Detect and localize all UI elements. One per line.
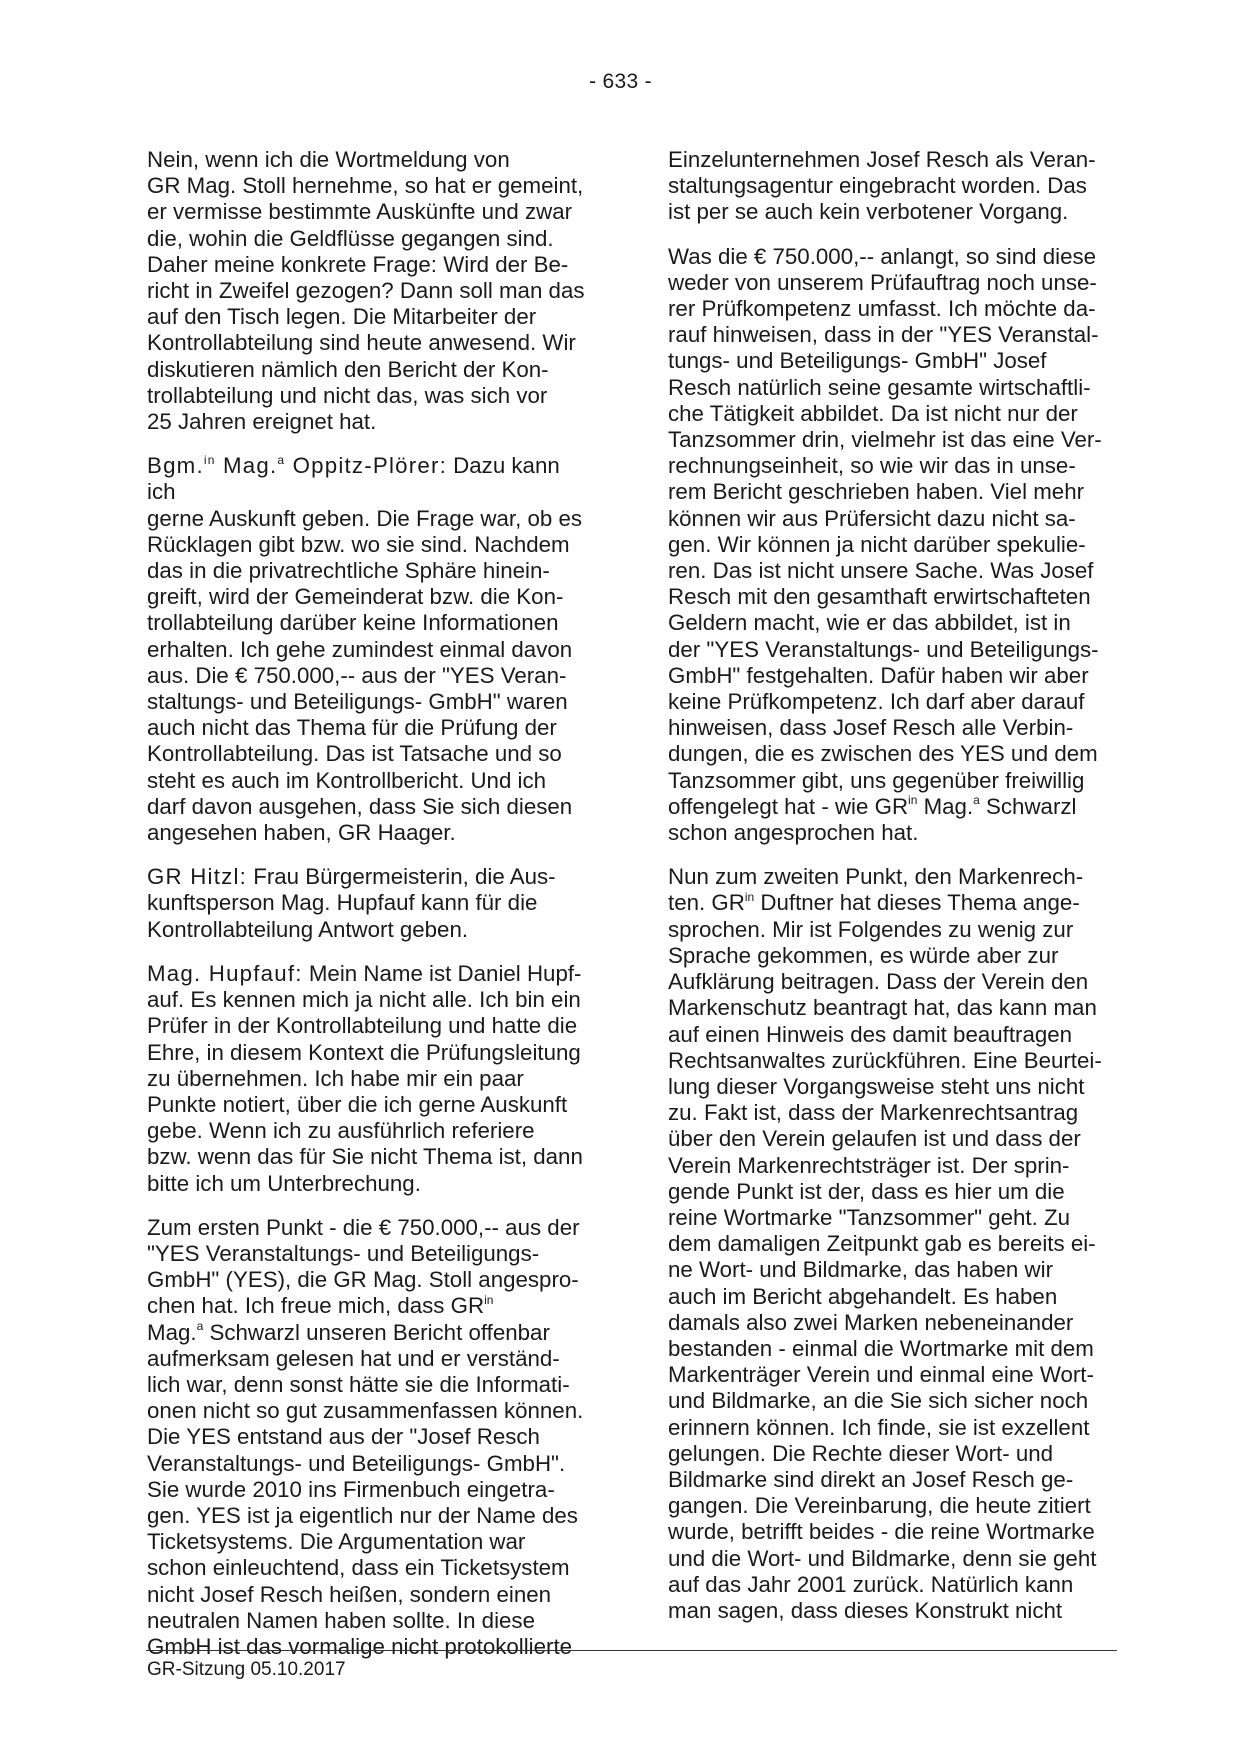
footer-session-date: GR-Sitzung 05.10.2017 bbox=[147, 1659, 346, 1680]
page-number: - 633 - bbox=[589, 70, 652, 93]
paragraph-4: Mag. Hupfauf: Mein Name ist Daniel Hupf- auf. Es kennen mich ja nicht alle. Ich bin ein Prüfer in der Kontrollabteilung und hatte die Ehre, in diesem Kontext die Prüfungsleitung zu übernehmen. Ich habe mir ein paar Punkte notiert, über die ich gerne Auskunft gebe. Wenn ich zu ausführlich referiere bzw. wenn das für Sie nicht Thema ist, dann bitte ich um Unterbrechung. bbox=[147, 960, 583, 1196]
speaker-name: Mag. Hupfauf: bbox=[147, 960, 303, 986]
paragraph-2: Bgm.$^{in}$ Mag.$^a$ Oppitz-Plörer: Dazu kann ich gerne Auskunft geben. Die Frage war, ob es Rücklagen gibt bzw. wo sie sind. Nachdem das in die privatrechtliche Sphäre hinein- greift, wird der Gemeinderat bzw. die Kon- trollabteilung darüber keine Informationen erhalten. Ich gehe zumindest einmal davon aus. Die € 750.000,-- aus der "YES Veran- staltungs- und Beteiligungs- GmbH" waren auch nicht das Thema für die Prüfung der Kontrollabteilung. Das ist Tatsache und so steht es auch im Kontrollbericht. Und ich darf davon ausgehen, dass Sie sich diesen angesehen haben, GR Haager. bbox=[147, 452, 583, 846]
footer-divider bbox=[146, 1650, 1117, 1651]
paragraph-5: Zum ersten Punkt - die € 750.000,-- aus der "YES Veranstaltungs- und Beteiligungs- GmbH" (YES), die GR Mag. Stoll angespro- chen hat. Ich freue mich, dass $GR^{in}$ Mag.$^a$ Schwarzl unseren Bericht offenbar aufmerksam gelesen hat und er verständ- lich war, denn sonst hätte sie die Informati- onen nicht so gut zusammenfassen können. Die YES entstand aus der "Josef Resch Veranstaltungs- und Beteiligungs- GmbH". Sie wurde 2010 ins Firmenbuch eingetra- gen. YES ist ja eigentlich nur der Name des Ticketsystems. Die Argumentation war schon einleuchtend, dass ein Ticketsystem nicht Josef Resch heißen, sondern einen neutralen Namen haben sollte. In diese GmbH ist das vormalige nicht protokollierte bbox=[147, 1214, 584, 1659]
left-column bbox=[147, 147, 587, 1678]
speaker-name: Bgm.$^{in}$ Mag.$^a$ Oppitz-Plörer: bbox=[147, 452, 447, 479]
paragraph-7: Was die € 750.000,-- anlangt, so sind diese weder von unserem Prüfauftrag noch unse- rer Prüfkompetenz umfasst. Ich möchte da- rauf hinweisen, dass in der "YES Veranstal- tungs- und Beteiligungs- GmbH" Josef Resch natürlich seine gesamte wirtschaftli- che Tätigkeit abbildet. Da ist nicht nur der Tanzsommer drin, vielmehr ist das eine Ver- rechnungseinheit, so wie wir das in unse- rem Bericht geschrieben haben. Viel mehr können wir aus Prüfersicht dazu nicht sa- gen. Wir können ja nicht darüber spekulie- ren. Das ist nicht unsere Sache. Was Josef Resch mit den gesamthaft erwirtschafteten Geldern macht, wie er das abbildet, ist in der "YES Veranstaltungs- und Beteiligungs- GmbH" festgehalten. Dafür haben wir aber keine Prüfkompetenz. Ich darf aber darauf hinweisen, dass Josef Resch alle Verbin- dungen, die es zwischen des YES und dem Tanzsommer gibt, uns gegenüber freiwillig offengelegt hat - wie $GR^{in}$ Mag.$^a$ Schwarzl schon angesprochen hat. bbox=[668, 243, 1102, 846]
right-column bbox=[668, 147, 1113, 1642]
paragraph-8: Nun zum zweiten Punkt, den Markenrech- ten. $GR^{in}$ Duftner hat dieses Thema ange- sprochen. Mir ist Folgendes zu wenig zur Sprache gekommen, es würde aber zur Aufklärung beitragen. Dass der Verein den Markenschutz beantragt hat, das kann man auf einen Hinweis des damit beauftragen Rechtsanwaltes zurückführen. Eine Beurtei- lung dieser Vorgangsweise steht uns nicht zu. Fakt ist, dass der Markenrechtsantrag über den Verein gelaufen ist und dass der Verein Markenrechtsträger ist. Der sprin- gende Punkt ist der, dass es hier um die reine Wortmarke "Tanzsommer" geht. Zu dem damaligen Zeitpunkt gab es bereits ei- ne Wort- und Bildmarke, das haben wir auch im Bericht abgehandelt. Es haben damals also zwei Marken nebeneinander bestanden - einmal die Wortmarke mit dem Markenträger Verein und einmal eine Wort- und Bildmarke, an die Sie sich sicher noch erinnern können. Ich finde, sie ist exzellent gelungen. Die Rechte dieser Wort- und Bildmarke sind direkt an Josef Resch ge- gangen. Die Vereinbarung, die heute zitiert wurde, betrifft beides - die reine Wortmarke und die Wort- und Bildmarke, denn sie geht auf das Jahr 2001 zurück. Natürlich kann man sagen, dass dieses Konstrukt nicht bbox=[668, 864, 1102, 1623]
paragraph-3: GR Hitzl: Frau Bürgermeisterin, die Aus- kunftsperson Mag. Hupfauf kann für die Kontrollabteilung Antwort geben. bbox=[147, 864, 556, 942]
speaker-name: GR Hitzl: bbox=[147, 864, 247, 890]
paragraph-1: Nein, wenn ich die Wortmeldung von GR Mag. Stoll hernehme, so hat er gemeint, er vermisse bestimmte Auskünfte und zwar die, wohin die Geldflüsse gegangen sind. Daher meine konkrete Frage: Wird der Be- richt in Zweifel gezogen? Dann soll man das auf den Tisch legen. Die Mitarbeiter der Kontrollabteilung sind heute anwesend. Wir diskutieren nämlich den Bericht der Kon- trollabteilung und nicht das, was sich vor 25 Jahren ereignet hat. bbox=[147, 147, 585, 435]
paragraph-6: Einzelunternehmen Josef Resch als Veran- staltungsagentur eingebracht worden. Das ist per se auch kein verbotener Vorgang. bbox=[668, 147, 1096, 225]
